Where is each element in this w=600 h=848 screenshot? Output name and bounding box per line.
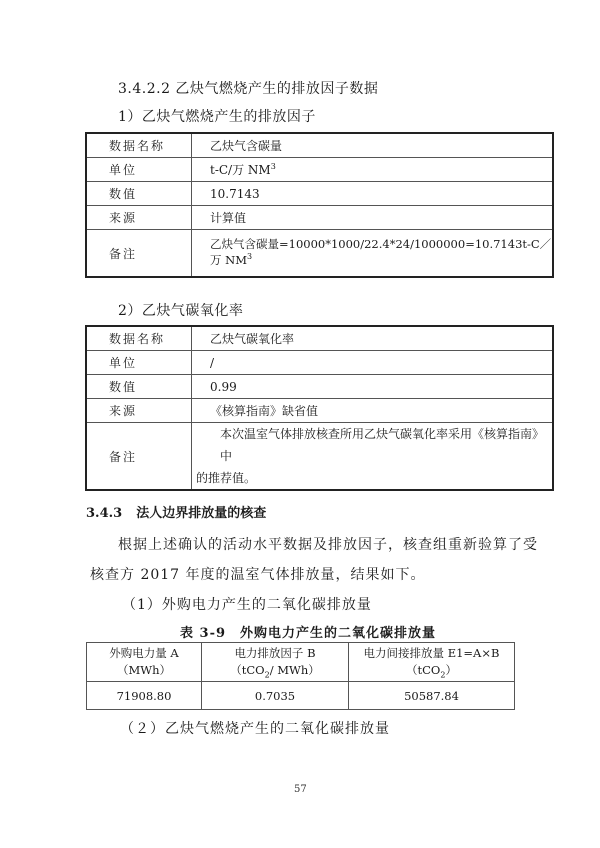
header-text: （tCO — [230, 663, 265, 677]
item-purchased-electricity: （1）外购电力产生的二氧化碳排放量 — [122, 597, 372, 613]
subscript: 2 — [440, 670, 446, 680]
remark-text: 乙炔气含碳量=10000*1000/22.4*24/1000000=10.7143t-C／万 NM — [210, 237, 552, 267]
header-line-1: 电力排放因子 B — [234, 646, 316, 660]
header-text: / MWh） — [269, 663, 320, 677]
row-value: 乙炔气含碳量 — [192, 133, 554, 158]
paragraph-line-1: 根据上述确认的活动水平数据及排放因子，核查组重新验算了受 — [118, 537, 538, 553]
header-line-2 — [350, 662, 513, 679]
row-key: 来源 — [86, 206, 192, 230]
row-key: 数值 — [86, 182, 192, 206]
row-key: 备注 — [86, 230, 192, 278]
row-key: 数值 — [86, 375, 192, 399]
row-value — [192, 230, 554, 278]
remark-line-2: 的推荐值。 — [196, 471, 257, 485]
section-title: 法人边界排放量的核查 — [136, 506, 267, 521]
subheading-emission-factor: 1）乙炔气燃烧产生的排放因子 — [118, 109, 316, 125]
header-line-1: 电力间接排放量 E1=A×B — [363, 646, 500, 660]
row-value: 计算值 — [192, 206, 554, 230]
table-row — [86, 230, 553, 278]
oxidation-rate-table — [85, 325, 554, 491]
unit-superscript: 3 — [270, 162, 276, 171]
row-key: 数据名称 — [86, 133, 192, 158]
table-row — [86, 133, 553, 158]
header-text: ） — [445, 663, 457, 677]
remark-line-1: 本次温室气体排放核查所用乙炔气碳氧化率采用《核算指南》中 — [220, 427, 545, 463]
row-key: 单位 — [86, 158, 192, 182]
paragraph-line-2: 核查方 2017 年度的温室气体排放量，结果如下。 — [90, 567, 426, 583]
row-key: 单位 — [86, 351, 192, 375]
subheading-oxidation-rate: 2）乙炔气碳氧化率 — [118, 303, 244, 319]
row-value: 《核算指南》缺省值 — [192, 399, 554, 423]
table-row — [86, 206, 553, 230]
item-acetylene-combustion: （２）乙炔气燃烧产生的二氧化碳排放量 — [120, 721, 390, 737]
row-key: 来源 — [86, 399, 192, 423]
table-row — [86, 351, 553, 375]
row-value — [192, 423, 554, 491]
row-value — [192, 158, 554, 182]
table-caption: 表 3-9 外购电力产生的二氧化碳排放量 — [180, 626, 437, 641]
row-value: 乙炔气碳氧化率 — [192, 326, 554, 351]
table-row — [86, 399, 553, 423]
header-cell — [349, 643, 515, 682]
table-row — [86, 423, 553, 491]
header-line-1: 外购电力量 A — [109, 646, 179, 660]
row-key: 数据名称 — [86, 326, 192, 351]
cell-purchased-electricity: 71908.80 — [87, 682, 202, 710]
row-key: 备注 — [86, 423, 192, 491]
remark-superscript: 3 — [247, 252, 253, 262]
unit-text: t-C/万 NM — [210, 163, 271, 177]
table-header-row — [87, 643, 515, 682]
table-row — [86, 182, 553, 206]
emission-factor-table — [85, 132, 554, 278]
section-heading-343 — [86, 502, 266, 521]
row-value: / — [192, 351, 554, 375]
electricity-emission-table — [86, 642, 515, 710]
section-heading-3422: 3.4.2.2 乙炔气燃烧产生的排放因子数据 — [118, 81, 379, 97]
header-line-2: （MWh） — [116, 663, 171, 677]
table-row — [87, 682, 515, 710]
subscript: 2 — [264, 670, 270, 680]
cell-emission-factor: 0.7035 — [202, 682, 349, 710]
cell-indirect-emission: 50587.84 — [349, 682, 515, 710]
page-number: 57 — [294, 784, 307, 795]
table-row — [86, 375, 553, 399]
row-value: 0.99 — [192, 375, 554, 399]
header-text: （tCO — [406, 663, 441, 677]
header-cell — [202, 643, 349, 682]
table-row — [86, 158, 553, 182]
section-number: 3.4.3 — [86, 506, 123, 521]
table-row — [86, 326, 553, 351]
header-cell — [87, 643, 202, 682]
header-line-2 — [203, 662, 347, 679]
row-value: 10.7143 — [192, 182, 554, 206]
